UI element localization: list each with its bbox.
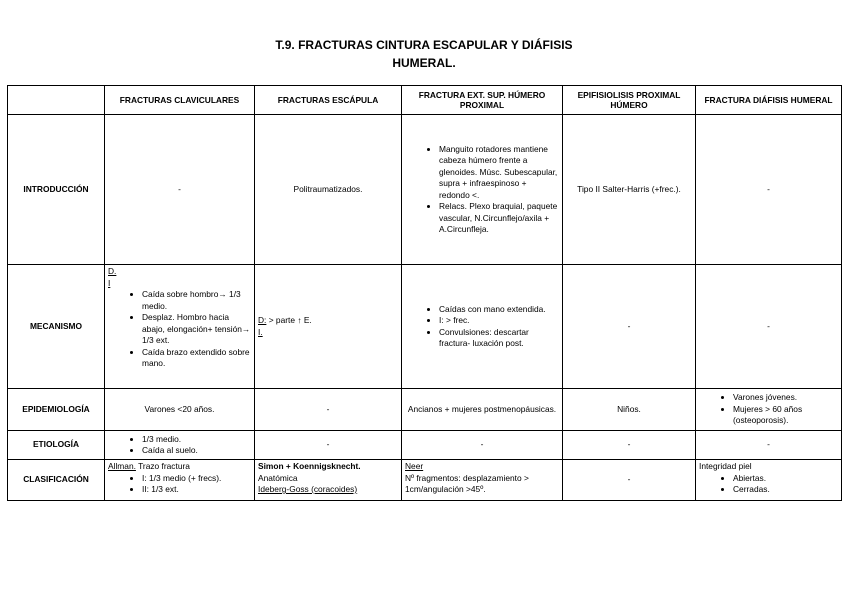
list-item: • II: 1/3 ext. bbox=[142, 484, 251, 496]
cell-clas-prox bbox=[402, 460, 563, 501]
fractures-table bbox=[7, 85, 842, 501]
clas-diaf-list bbox=[699, 473, 838, 496]
document-title-line-2: HUMERAL. bbox=[392, 56, 456, 70]
clas-clav-allman-line bbox=[108, 461, 251, 473]
list-item: • Manguito rotadores mantiene cabeza húmero frente a glenoides. Músc. Subescapular, supra + infraespinoso + redondo <. bbox=[439, 144, 559, 202]
clas-clav-allman: Allman. bbox=[108, 461, 136, 471]
clas-clav-allman-rest: Trazo fractura bbox=[135, 461, 190, 471]
cell-eti-clav bbox=[105, 431, 255, 460]
row-label-etiologia: ETIOLOGÍA bbox=[8, 431, 105, 460]
mec-escap-d-line bbox=[258, 315, 398, 327]
list-item: • Abiertas. bbox=[733, 473, 838, 485]
list-item: • I: > frec. bbox=[439, 315, 559, 327]
list-item: • Caídas con mano extendida. bbox=[439, 304, 559, 316]
clas-escap-simon: Simon + Koennigsknecht. bbox=[258, 461, 361, 471]
clas-escap-anatomica: Anatómica bbox=[258, 472, 298, 483]
intro-prox-list bbox=[405, 144, 559, 236]
list-item: • Caída brazo extendido sobre mano. bbox=[142, 347, 251, 370]
list-item: • Cerradas. bbox=[733, 484, 838, 496]
list-item: • I: 1/3 medio (+ frecs). bbox=[142, 473, 251, 485]
mec-prox-list bbox=[405, 304, 559, 350]
mec-escap-d-text: > parte ↑ E. bbox=[266, 315, 312, 325]
epi-diaf-list bbox=[699, 392, 838, 427]
cell-clas-diaf bbox=[696, 460, 842, 501]
cell-eti-epif: - bbox=[563, 431, 696, 460]
list-item: • Relacs. Plexo braquial, paquete vascular, N.Circunflejo/axila + A.Circunfleja. bbox=[439, 201, 559, 236]
cell-mec-epif: - bbox=[563, 265, 696, 389]
cell-epi-epif: Niños. bbox=[563, 389, 696, 431]
list-item: • Caída al suelo. bbox=[142, 445, 251, 457]
cell-clas-clav bbox=[105, 460, 255, 501]
cell-epi-prox: Ancianos + mujeres postmenopáusicas. bbox=[402, 389, 563, 431]
list-item: • Mujeres > 60 años (osteoporosis). bbox=[733, 404, 838, 427]
cell-epi-diaf bbox=[696, 389, 842, 431]
row-clasificacion bbox=[8, 460, 842, 501]
table-header-row bbox=[8, 86, 842, 115]
mec-escap-d: D: bbox=[258, 315, 267, 325]
row-label-mecanismo: MECANISMO bbox=[8, 265, 105, 389]
cell-mec-escap bbox=[255, 265, 402, 389]
mec-clav-i: I bbox=[108, 277, 111, 288]
cell-mec-clav bbox=[105, 265, 255, 389]
cell-epi-clav: Varones <20 años. bbox=[105, 389, 255, 431]
cell-intro-prox bbox=[402, 115, 563, 265]
header-fractura-humero-proximal: FRACTURA EXT. SUP. HÚMERO PROXIMAL bbox=[402, 86, 563, 115]
cell-clas-epif: - bbox=[563, 460, 696, 501]
row-introduccion bbox=[8, 115, 842, 265]
row-epidemiologia bbox=[8, 389, 842, 431]
row-label-clasificacion: CLASIFICACIÓN bbox=[8, 460, 105, 501]
header-fractura-diafisis: FRACTURA DIÁFISIS HUMERAL bbox=[696, 86, 842, 115]
mec-clav-list bbox=[108, 289, 251, 370]
row-mecanismo bbox=[8, 265, 842, 389]
row-label-epidemiologia: EPIDEMIOLOGÍA bbox=[8, 389, 105, 431]
header-epifisiolisis: EPIFISIOLISIS PROXIMAL HÚMERO bbox=[563, 86, 696, 115]
list-item: • 1/3 medio. bbox=[142, 434, 251, 446]
cell-eti-diaf: - bbox=[696, 431, 842, 460]
list-item: • Desplaz. Hombro hacia abajo, elongación+ tensión→ 1/3 ext. bbox=[142, 312, 251, 347]
document-title-line-1: T.9. FRACTURAS CINTURA ESCAPULAR Y DIÁFISIS bbox=[275, 38, 573, 52]
cell-mec-diaf: - bbox=[696, 265, 842, 389]
cell-intro-diaf: - bbox=[696, 115, 842, 265]
cell-epi-escap: - bbox=[255, 389, 402, 431]
mec-escap-i: I. bbox=[258, 326, 263, 337]
header-fracturas-claviculares: FRACTURAS CLAVICULARES bbox=[105, 86, 255, 115]
cell-eti-prox: - bbox=[402, 431, 563, 460]
cell-clas-escap bbox=[255, 460, 402, 501]
clas-prox-fragmentos: Nº fragmentos: desplazamiento > 1cm/angulación >45º. bbox=[405, 472, 529, 494]
cell-intro-clav: - bbox=[105, 115, 255, 265]
header-empty bbox=[8, 86, 105, 115]
cell-intro-escap: Politraumatizados. bbox=[255, 115, 402, 265]
cell-mec-prox bbox=[402, 265, 563, 389]
clas-prox-neer: Neer bbox=[405, 461, 424, 471]
row-label-introduccion: INTRODUCCIÓN bbox=[8, 115, 105, 265]
mec-clav-d: D. bbox=[108, 266, 117, 276]
list-item: • Caída sobre hombro→ 1/3 medio. bbox=[142, 289, 251, 312]
clas-clav-list bbox=[108, 473, 251, 496]
eti-clav-list bbox=[108, 434, 251, 457]
cell-intro-epif: Tipo II Salter-Harris (+frec.). bbox=[563, 115, 696, 265]
list-item: • Convulsiones: descartar fractura- luxación post. bbox=[439, 327, 559, 350]
cell-eti-escap: - bbox=[255, 431, 402, 460]
list-item: • Varones jóvenes. bbox=[733, 392, 838, 404]
clas-escap-ideberg: Ideberg-Goss (coracoides) bbox=[258, 484, 358, 494]
row-etiologia bbox=[8, 431, 842, 460]
header-fracturas-escapula: FRACTURAS ESCÁPULA bbox=[255, 86, 402, 115]
clas-diaf-integridad: Integridad piel bbox=[699, 461, 752, 471]
